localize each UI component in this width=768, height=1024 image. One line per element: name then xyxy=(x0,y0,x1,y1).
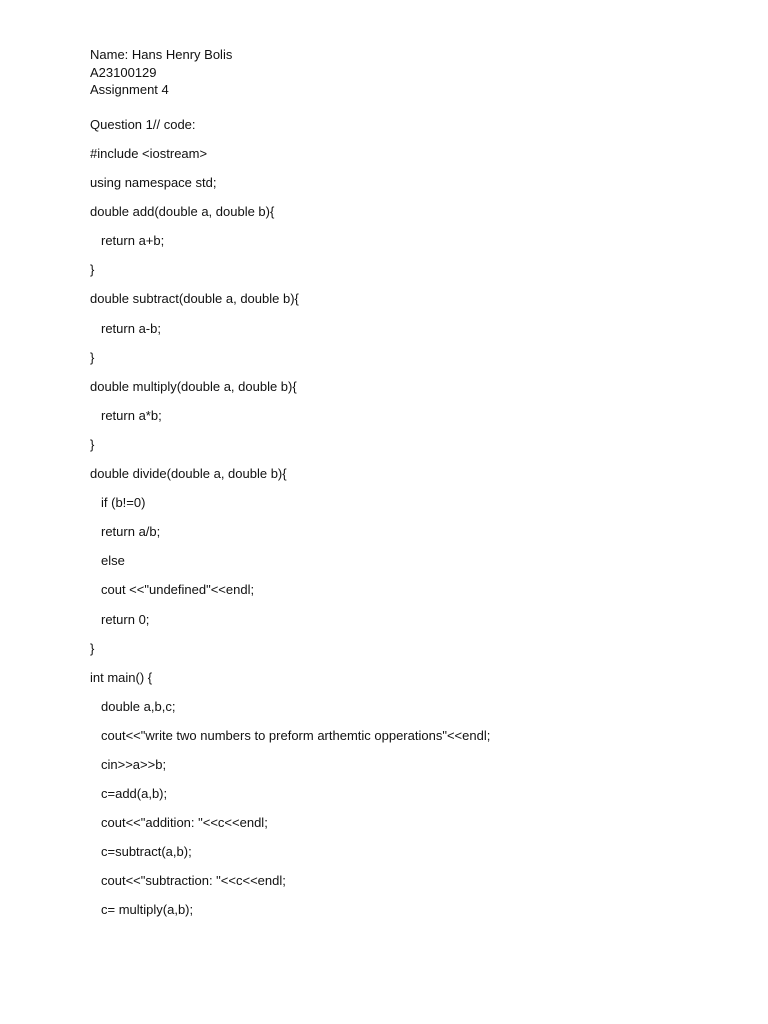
code-line: int main() { xyxy=(90,669,153,685)
code-line: double multiply(double a, double b){ xyxy=(90,378,297,394)
assignment-title: Assignment 4 xyxy=(90,82,169,97)
code-block xyxy=(90,145,490,931)
code-line: return a/b; xyxy=(101,524,161,540)
code-line: c=subtract(a,b); xyxy=(101,844,192,860)
code-line: return a*b; xyxy=(101,407,162,423)
code-line: } xyxy=(90,436,95,452)
code-line: cout <<"undefined"<<endl; xyxy=(101,582,255,598)
code-line: using namespace std; xyxy=(90,175,217,191)
code-line: cout<<"addition: "<<c<<endl; xyxy=(101,815,268,831)
code-line: } xyxy=(90,262,95,278)
code-line: else xyxy=(101,553,125,569)
code-line: return 0; xyxy=(101,611,150,627)
code-line: double subtract(double a, double b){ xyxy=(90,291,299,307)
code-line: double a,b,c; xyxy=(101,698,176,714)
code-line: c= multiply(a,b); xyxy=(101,902,194,918)
code-line: c=add(a,b); xyxy=(101,786,168,802)
code-line: return a+b; xyxy=(101,233,165,249)
code-line: } xyxy=(90,349,95,365)
student-id: A23100129 xyxy=(90,64,157,80)
code-line: } xyxy=(90,640,95,656)
student-name: Name: Hans Henry Bolis xyxy=(90,47,233,62)
code-line: return a-b; xyxy=(101,320,161,336)
code-line: double add(double a, double b){ xyxy=(90,204,275,220)
code-line: double divide(double a, double b){ xyxy=(90,466,287,482)
code-line: if (b!=0) xyxy=(101,495,146,511)
question-title: Question 1// code: xyxy=(90,117,196,132)
code-line: cout<<"subtraction: "<<c<<endl; xyxy=(101,873,286,889)
document-header xyxy=(90,46,232,99)
code-line: cout<<"write two numbers to preform arthemtic opperations"<<endl; xyxy=(101,727,491,743)
code-line: #include <iostream> xyxy=(90,146,208,161)
code-line: cin>>a>>b; xyxy=(101,756,167,772)
